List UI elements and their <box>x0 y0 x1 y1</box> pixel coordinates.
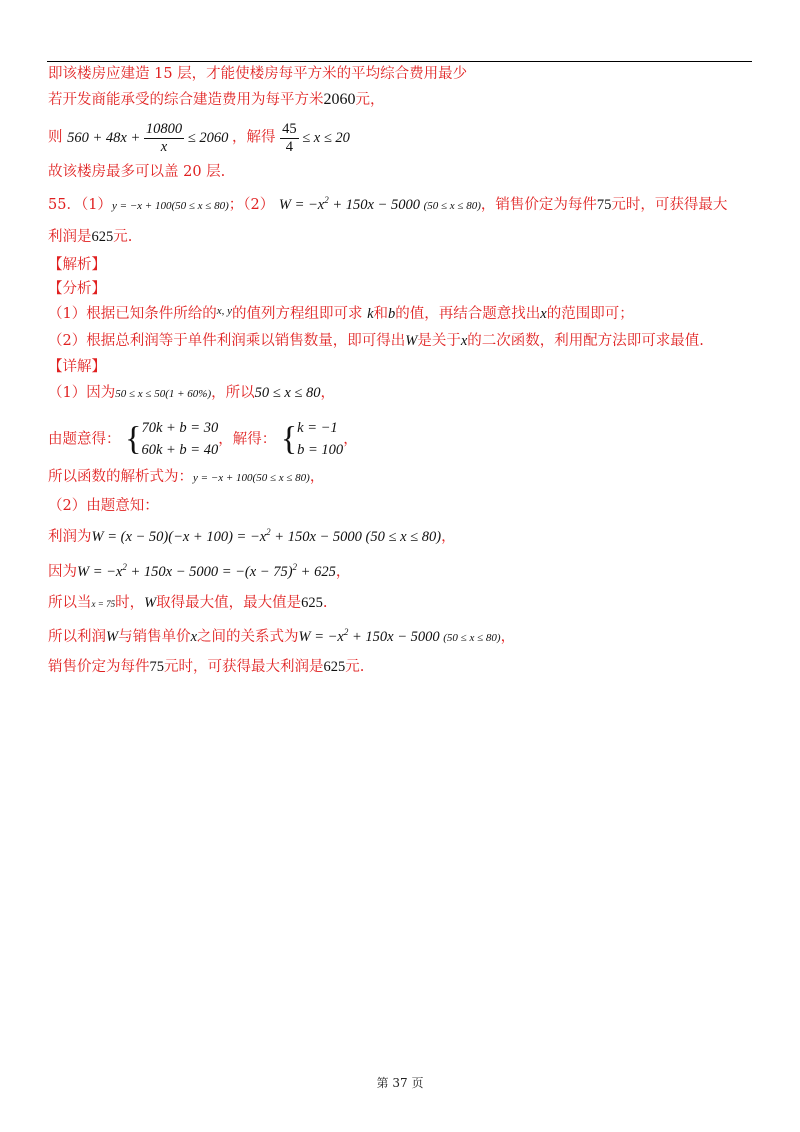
answer-55-line: 55．（1）y = −x + 100(50 ≤ x ≤ 80)；（2） $W = -x^2 + 150x - 5000$ (50 ≤ x ≤ 80)，销售价定为每件75元时，可获得最大 <box>48 195 728 213</box>
conclusion-line: 销售价定为每件75元时，可获得最大利润是625元. <box>48 659 365 675</box>
inequality: 560 + 48x + $\frac{10800}{x}$ ≤ 2060 <box>67 121 229 155</box>
text-line-6: 利润是625元. <box>48 229 133 245</box>
solution-range: $\frac{45}{4}$ ≤ x ≤ 20 <box>282 121 350 155</box>
vertex-form-line: 因为$W = -x^2 + 150x - 5000 = -(x - 75)^2 + 625$， <box>48 562 351 580</box>
text-line-1: 即该楼房应建造 15 层，才能使楼房每平方米的平均综合费用最少 <box>48 66 468 82</box>
relation-line: 所以利润W与销售单价x之间的关系式为$W = -x^2 + 150x - 5000$ (50 ≤ x ≤ 80)， <box>48 627 516 645</box>
page-number: 第 37 页 <box>376 1076 424 1090</box>
detail-part-2: （2）由题意知： <box>48 498 159 514</box>
solution-system: { k = −1 b = 100 <box>280 420 344 459</box>
analysis-line-2: （2）根据总利润等于单件利润乘以销售数量，即可得出W是关于x的二次函数，利用配方法即可求最值. <box>48 333 704 349</box>
text-line-4: 故该楼房最多可以盖 20 层. <box>48 164 226 180</box>
profit-line: 利润为$W = (x - 50)(-x + 100) = -x^2 + 150x - 5000$ (50 ≤ x ≤ 80)， <box>48 527 456 545</box>
analysis-line-1: （1）根据已知条件所给的$^{x, y}$的值列方程组即可求 k和b的值，再结合题意找出x的范围即可； <box>48 305 634 322</box>
header-rule <box>47 61 752 62</box>
equation-system-line: 由题意得： { 70k + b = 30 60k + b = 40 ，解得： { k = −1 b = 100 ， <box>48 417 358 462</box>
section-fenxi: 【分析】 <box>48 281 106 297</box>
max-value-line: 所以当x = 75时，W取得最大值，最大值是625. <box>48 595 328 611</box>
detail-line-1: （1）因为50 ≤ x ≤ 50(1 + 60%)，所以50 ≤ x ≤ 80， <box>48 385 335 401</box>
function-expression-line: 所以函数的解析式为：y = −x + 100(50 ≤ x ≤ 80)， <box>48 469 325 485</box>
section-jiexi: 【解析】 <box>48 257 106 273</box>
text-line-3: 则 560 + 48x + $\frac{10800}{x}$ ≤ 2060 ，解得 $\frac{45}{4}$ ≤ x ≤ 20 <box>48 121 350 155</box>
text-line-2: 若开发商能承受的综合建造费用为每平方米2060元， <box>48 91 385 108</box>
equation-system: { 70k + b = 30 60k + b = 40 <box>125 420 219 459</box>
section-xiangjie: 【详解】 <box>48 359 106 375</box>
